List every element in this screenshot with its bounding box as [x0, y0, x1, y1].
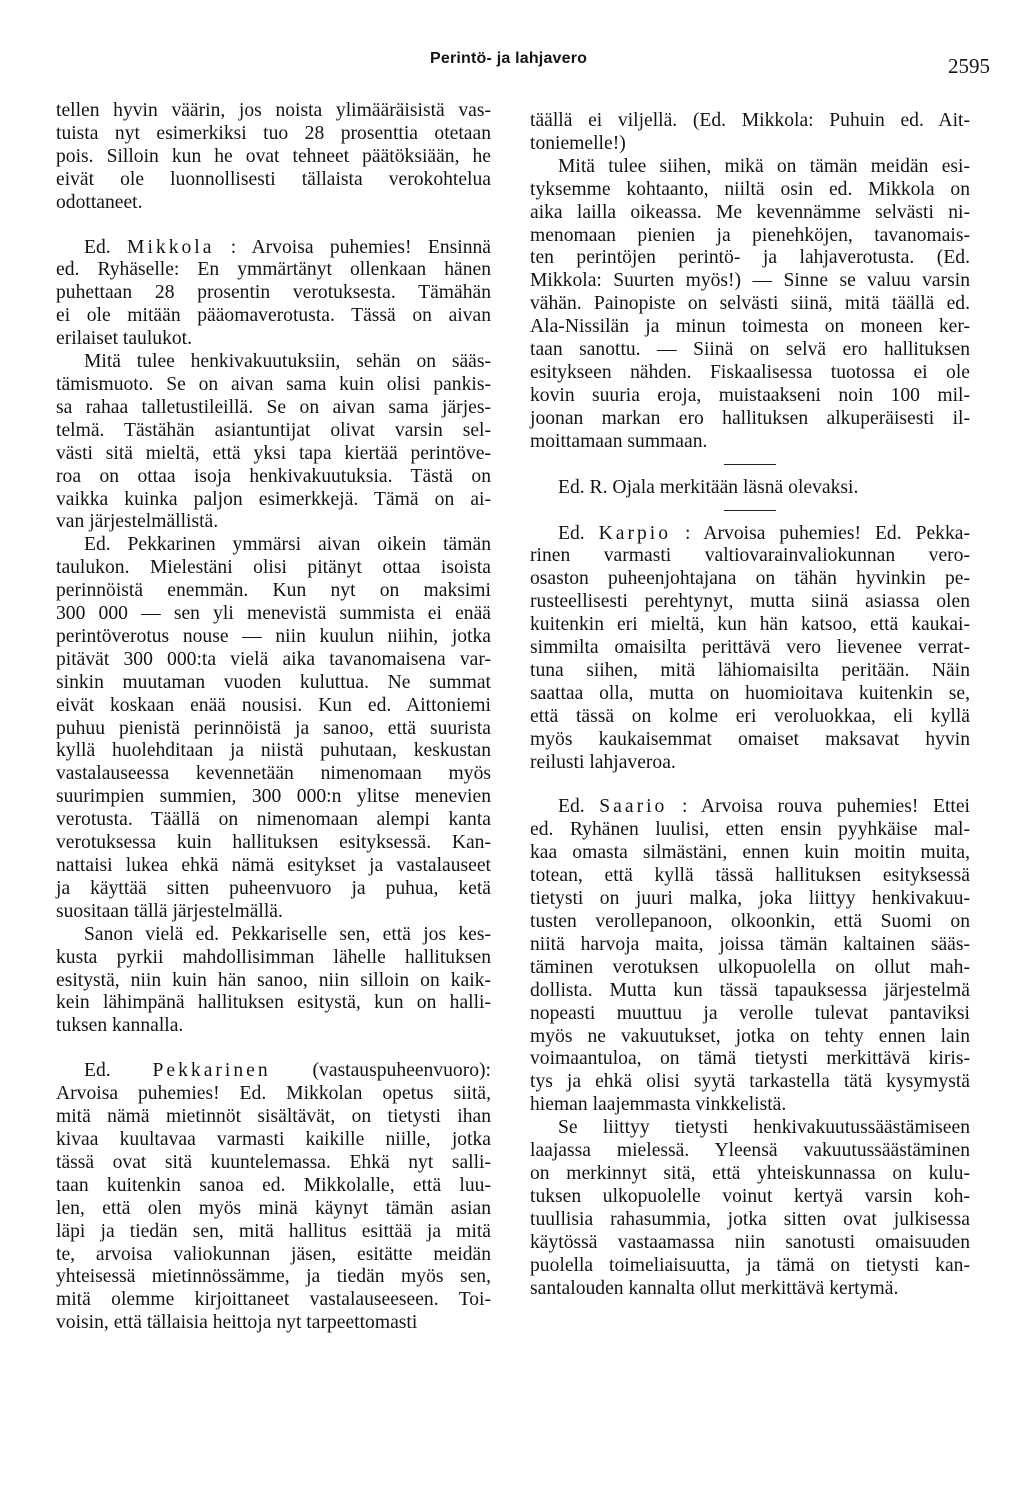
text-line: nattaisi lukea ehkä nämä esitykset ja vastalauseet [56, 855, 491, 876]
text-line: ja käyttää sitten puheenvuoro ja puhua, ketä [56, 877, 491, 899]
speaker-name: Saario [599, 796, 668, 818]
text-line: ed. Ryhänen luulisi, etten ensin pyyhkäise mal- [530, 819, 970, 841]
text-line: puhettaan 28 prosentin verotuksesta. Tämähän [56, 282, 491, 304]
text-line: tässä ovat sitä kuuntelemassa. Ehkä nyt salli- [56, 1151, 491, 1173]
text-line: ei ole mitään pääomaverotusta. Tässä on aivan [56, 305, 491, 327]
text-line: täällä ei viljellä. (Ed. Mikkola: Puhuin ed. Ait- [530, 110, 970, 131]
text-line: kyllä huolehditaan ja niistä puhutaan, keskustan [56, 740, 491, 762]
text-line: mitä nämä mietinnöt sisältävät, on tietysti ihan [56, 1106, 491, 1128]
text-line: esitystä, niin kuin hän sanoo, niin silloin on kaik- [56, 969, 491, 991]
text-line: taan kuitenkin sanoa ed. Mikkolalle, että luu- [56, 1174, 491, 1196]
text-line: sinkin muutaman vuoden kuluttua. Ne summat [56, 671, 491, 693]
text-line: saattaa olla, mutta on huomioitava kuitenkin se, [530, 682, 970, 704]
text-line: taan sanottu. — Siinä on selvä ero hallituksen [530, 339, 970, 361]
text-line: tuista nyt esimerkiksi tuo 28 prosenttia otetaan [56, 122, 491, 144]
text-line: kuitenkin eri mieltä, kun hän katsoo, että kaukai- [530, 614, 970, 636]
text-line: vastalauseessa kevennetään nimenomaan myös [56, 763, 491, 785]
separator-rule [724, 464, 776, 465]
text-line: läpi ja tiedän sen, mitä hallitus esittää ja mitä [56, 1220, 491, 1242]
text-line: myös kaukaisemmat omaiset maksavat hyvin [530, 728, 970, 750]
text-line: esitykseen nähden. Fiskaalisessa tuotossa ei ole [530, 361, 970, 383]
text-line: toniemelle!) [530, 132, 626, 154]
text-line: Ed. Saario : Arvoisa rouva puhemies! Ettei [558, 796, 971, 818]
text-line: tuksen ulkopuolelle voinut kertyä varsin koh- [530, 1185, 970, 1207]
text-line: Sanon vielä ed. Pekkariselle sen, että jos kes- [84, 923, 491, 945]
text-line: Mitä tulee henkivakuutuksiin, sehän on sääs- [84, 351, 491, 373]
text-line: simmilta omaisilta perittävä vero lievenee verrat- [530, 637, 970, 659]
page-header [430, 50, 990, 80]
text-line: kovin suuria eroja, muistaakseni noin 100 mil- [530, 384, 970, 406]
text-line: moittamaan summaan. [530, 430, 708, 452]
text-line: voimaantuloa, on tämä tietysti merkittävä kiris- [530, 1048, 970, 1070]
text-line: tietysti on juuri malka, joka liittyy henkivakuu- [530, 888, 970, 910]
text-line: Mitä tulee siihen, mikä on tämän meidän esi- [558, 155, 970, 177]
text-line: tys ja ehkä olisi syytä tarkastella tätä kysymystä [530, 1071, 970, 1093]
text-line: Se liittyy tietysti henkivakuutussäästämiseen [558, 1117, 970, 1139]
text-line: tuksen kannalla. [56, 1015, 184, 1037]
text-line: niitä harvoja maita, joissa tämän kaltainen sääs- [530, 933, 970, 955]
text-line: telmä. Tästähän asiantuntijat olivat varsin sel- [56, 419, 491, 441]
text-line: roa on ottaa isoja henkivakuutuksia. Tästä on [56, 465, 491, 487]
text-line: kivaa kuultavaa varmasti kaikille niille, jotka [56, 1128, 491, 1150]
text-line: van järjestelmällistä. [56, 511, 219, 533]
text-line: voisin, että tällaisia heittoja nyt tarpeettomasti [56, 1312, 418, 1334]
text-line: tusten verollepanoon, olkoonkin, että Suomi on [530, 911, 970, 932]
text-line: tämismuoto. Se on aivan sama kuin olisi pankis- [56, 373, 491, 395]
text-line: västi sitä mieltä, että yksi tapa kiertää perintöve- [56, 442, 491, 464]
text-line: tuna siihen, mitä lähiomaisilta peritään. Näin [530, 659, 970, 681]
text-line: taulukon. Mielestäni olisi pitänyt ottaa isoista [56, 557, 491, 579]
text-line: Mikkola: Suurten myös!) — Sinne se valuu varsin [530, 270, 970, 292]
text-line: aika lailla oikeassa. Me kevennämme selvästi ni- [530, 201, 970, 223]
text-line: pitävät 300 000:ta vielä aika tavanomaisena var- [56, 648, 491, 670]
text-line: totean, että kyllä tässä hallituksen esityksessä [530, 865, 970, 887]
text-line: len, että olen myös minä käynyt tämän asian [56, 1197, 491, 1219]
text-line: täminen verotuksen ulkopuolella on ollut mah- [530, 956, 970, 978]
text-line: kein lähimpänä hallituksen esitystä, kun on halli- [56, 992, 491, 1014]
text-line: osaston puheenjohtajana on tähän hyvinkin pe- [530, 568, 970, 590]
text-line: verotusta. Täällä on nimenomaan alempi kanta [56, 809, 491, 831]
left-column [56, 100, 491, 1335]
text-line: eivät ole luonnollisesti tällaista verokohtelua [56, 168, 491, 190]
text-line: joonan markan ero hallituksen alkuperäisesti il- [530, 407, 970, 429]
running-title: Perintö- ja lahjavero [430, 50, 588, 67]
text-line: vähän. Painopiste on selvästi siinä, mitä täällä ed. [530, 293, 970, 315]
text-line: Ala-Nissilän ja minun toimesta on moneen ker- [530, 316, 970, 338]
text-line: Ed. Pekkarinen ymmärsi aivan oikein tämän [84, 534, 491, 556]
text-line: suositaan tällä järjestelmällä. [56, 900, 283, 922]
text-line: mitä olemme kirjoittaneet vastalauseeseen. Toi- [56, 1289, 491, 1311]
text-line: odottaneet. [56, 191, 143, 213]
text-line: tuullisia rahasummia, jotka sitten ovat julkisessa [530, 1208, 970, 1230]
text-line: ten perintöjen perintö- ja lahjaverotusta. (Ed. [530, 247, 970, 269]
speaker-name: Mikkola [127, 236, 215, 258]
text-line: tellen hyvin väärin, jos noista ylimääräisistä vas- [56, 100, 491, 121]
text-line: käytössä vastaamassa niin sanotusti omaisuuden [530, 1231, 970, 1253]
text-line: te, arvoisa valiokunnan jäsen, esitätte meidän [56, 1243, 491, 1265]
text-line: erilaiset taulukot. [56, 328, 193, 350]
text-line: sa rahaa talletustileillä. Se on aivan sama järjes- [56, 396, 491, 418]
speaker-name: Karpio [598, 522, 672, 544]
text-line: nopeasti muuttuu ja verolle tulevat pantaviksi [530, 1002, 970, 1024]
page-number: 2595 [948, 54, 990, 78]
text-line: on merkinnyt sitä, että yhteiskunnassa on kulu- [530, 1162, 970, 1184]
text-line: Ed. R. Ojala merkitään läsnä olevaksi. [558, 476, 859, 498]
text-line: santalouden kannalta ollut merkittävä kertymä. [530, 1277, 899, 1299]
speaker-name: Pekkarinen [152, 1060, 271, 1082]
text-line: kaa omasta silmästäni, ennen kuin moitin muita, [530, 842, 970, 864]
separator-rule [724, 510, 776, 511]
paragraph-gap [56, 215, 491, 237]
text-line: laajassa mielessä. Yleensä vakuutussäästäminen [530, 1140, 970, 1162]
text-line: että tässä on kolme eri veroluokkaa, eli kyllä [530, 705, 970, 727]
text-line: Arvoisa puhemies! Ed. Mikkolan opetus siitä, [56, 1083, 491, 1105]
text-line: yhteisessä mietinnössämme, ja tiedän myös sen, [56, 1266, 491, 1288]
text-line: pois. Silloin kun he ovat tehneet päätöksiään, he [56, 145, 491, 167]
text-line: puolella toimeliaisuutta, ja tämä on tietysti kan- [530, 1254, 970, 1276]
right-column [530, 110, 970, 1300]
text-line: dollista. Mutta kun tässä tapauksessa järjestelmä [530, 979, 970, 1001]
text-line: perintöverotus nouse — niin kuulun niihin, jotka [56, 625, 491, 647]
text-line: Ed. Mikkola : Arvoisa puhemies! Ensinnä [84, 236, 492, 258]
text-line: puhuu pienistä perinnöistä ja sanoo, että suurista [56, 717, 491, 739]
text-line: suurimpien summien, 300 000:n ylitse menevien [56, 786, 491, 808]
text-line: myös ne vakuutukset, jotka on tehty ennen lain [530, 1025, 970, 1047]
text-line: verotuksessa kuin hallituksen esityksessä. Kan- [56, 832, 491, 854]
text-line: ed. Ryhäselle: En ymmärtänyt ollenkaan hänen [56, 259, 491, 281]
text-line: 300 000 — sen yli menevistä summista ei enää [56, 603, 491, 625]
text-line: hieman laajemmasta vinkkelistä. [530, 1094, 787, 1116]
text-line: menomaan pienien ja pienehköjen, tavanomais- [530, 224, 970, 246]
text-line: reilusti lahjaveroa. [530, 751, 676, 773]
text-line: rinen varmasti valtiovarainvaliokunnan vero- [530, 545, 970, 567]
text-line: perinnöistä enemmän. Kun nyt on maksimi [56, 580, 491, 602]
text-line: eivät koskaan enää nousisi. Kun ed. Aittoniemi [56, 694, 491, 716]
text-line: vaikka kuinka paljon esimerkkejä. Tämä on ai- [56, 488, 491, 510]
paragraph-gap [530, 774, 970, 796]
text-line: kusta pyrkii mahdollisimman lähelle hallituksen [56, 946, 491, 968]
paragraph-gap [56, 1038, 491, 1060]
text-line: tyksemme kohtaanto, niiltä osin ed. Mikkola on [530, 178, 970, 200]
text-line: rusteellisesti perehtynyt, mutta siinä asiassa olen [530, 591, 970, 613]
text-line: Ed. Karpio : Arvoisa puhemies! Ed. Pekka- [558, 522, 970, 544]
text-line: Ed. Pekkarinen (vastauspuheenvuoro): [84, 1060, 491, 1082]
